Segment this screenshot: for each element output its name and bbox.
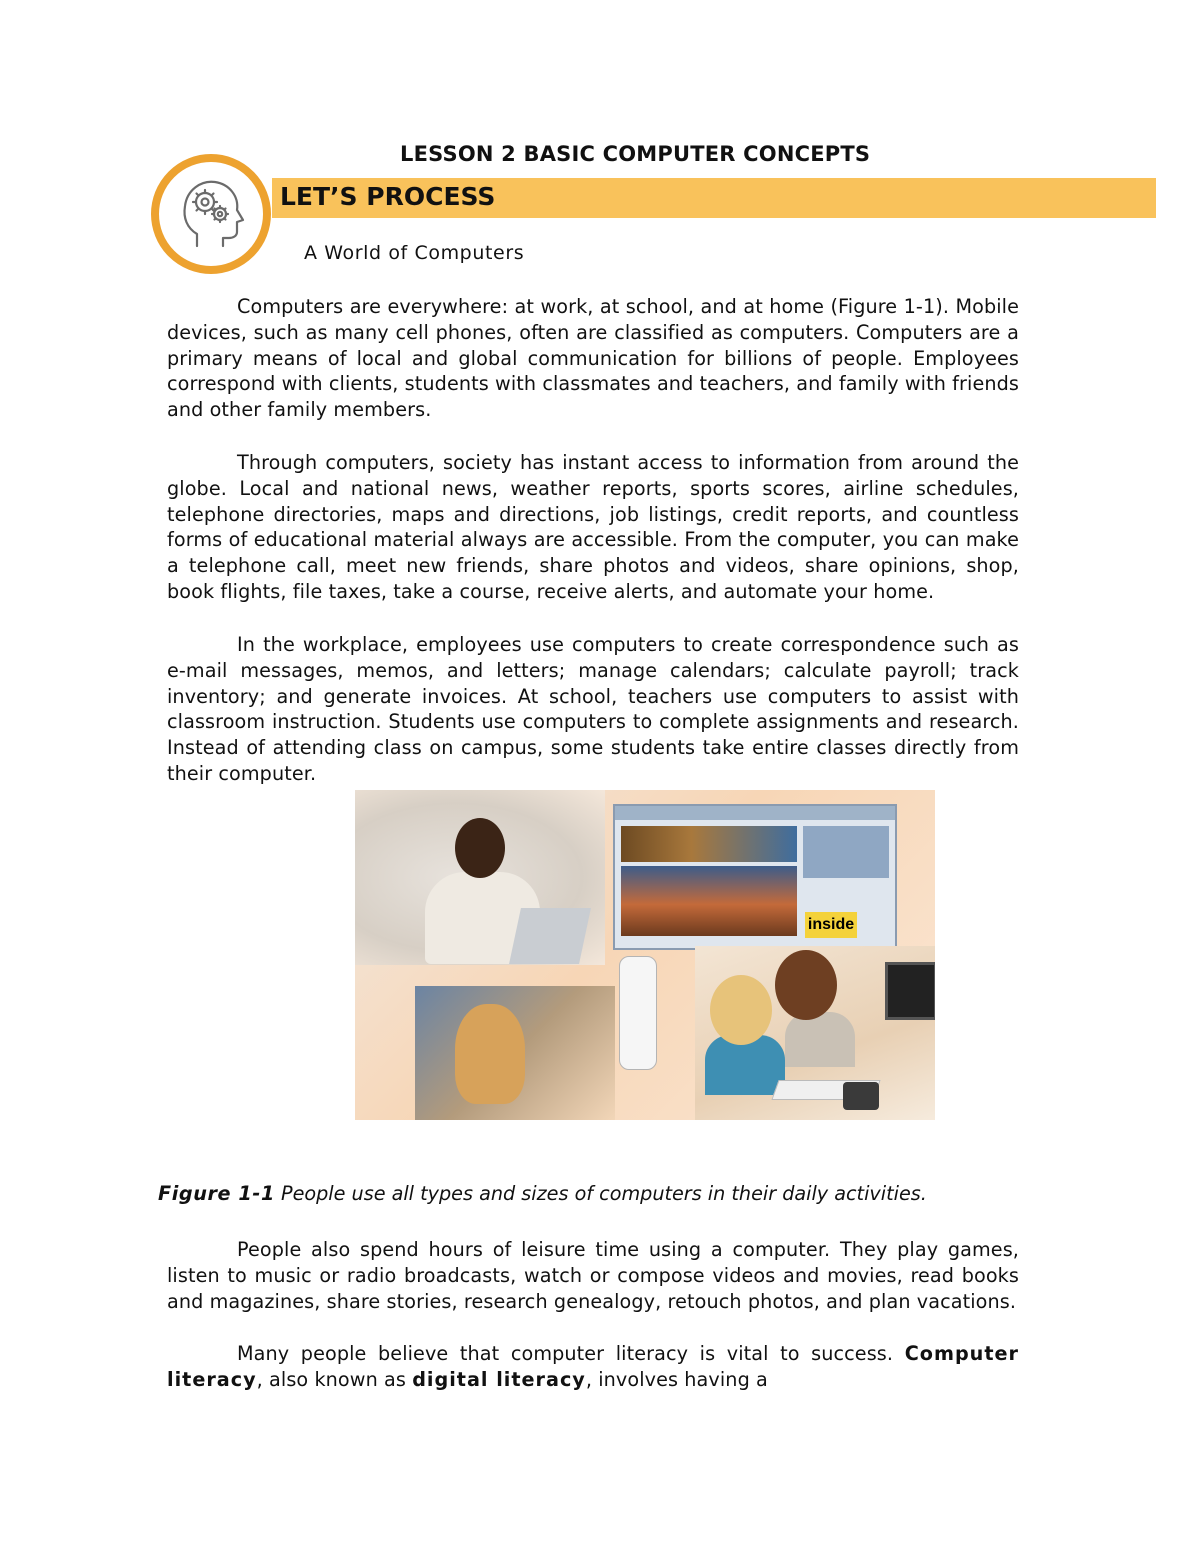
- camera-icon: [843, 1082, 879, 1110]
- figure-caption: [158, 1182, 1058, 1205]
- sidebar-ad: [803, 826, 889, 878]
- section-banner: [272, 178, 1156, 218]
- figure-caption-text: People use all types and sizes of computers in their daily activities.: [274, 1182, 927, 1205]
- paragraph-2: Through computers, society has instant access to information from around the globe. Local and national news, weather reports, sports scores, airline schedules, telephone directories, maps and directions, job listings, credit reports, and countless forms of educational material always are accessible. From the computer, you can make a telephone call, meet new friends, share photos and videos, share opinions, shop, book flights, file taxes, take a course, receive alerts, and automate your home.: [167, 451, 1019, 603]
- lesson-logo: [151, 154, 271, 274]
- browser-window-photo: [613, 804, 897, 950]
- inside-label: inside: [805, 912, 857, 938]
- browser-toolbar: [615, 806, 895, 820]
- term-digital-literacy: digital literacy: [412, 1367, 586, 1391]
- man-head: [455, 818, 505, 878]
- paragraph-3: In the workplace, employees use computers to create correspondence such as e-mail messages, memos, and letters; manage calendars; calculate payroll; track inventory; and generate invoices. At school, teachers use computers to assist with classroom instruction. Students use computers to complete assignments and research. Instead of attending class on campus, some students take entire classes directly from their computer.: [167, 633, 1019, 785]
- head-gears-icon: [177, 176, 247, 252]
- section-heading: A World of Computers: [304, 242, 525, 264]
- paragraph-5: [167, 1341, 1019, 1393]
- term-computer-literacy: Computer literacy: [167, 1342, 1019, 1391]
- paragraph-5-mid: , also known as: [256, 1367, 413, 1391]
- paragraph-1: Computers are everywhere: at work, at school, and at home (Figure 1-1). Mobile devices, such as many cell phones, often are classified as computers. Computers are a primary means of local and global communication for billions of people. Employees correspond with clients, students with classmates and teachers, and family with friends and other family members.: [167, 295, 1019, 422]
- game-remote-icon: [619, 956, 657, 1070]
- girl-hair: [455, 1004, 525, 1104]
- woman-2-shirt: [785, 1012, 855, 1067]
- paragraph-5-end: , involves having a: [585, 1367, 768, 1391]
- woman-1-head: [710, 975, 772, 1045]
- banner-label: LET’S PROCESS: [280, 182, 496, 211]
- woman-2-head: [775, 950, 837, 1020]
- page-title: LESSON 2 BASIC COMPUTER CONCEPTS: [400, 142, 871, 166]
- paragraph-5-start: Many people believe that computer literacy is vital to success.: [237, 1342, 905, 1365]
- landscape-photo: [621, 866, 797, 936]
- monitor-icon: [885, 962, 935, 1020]
- figure-image: [355, 790, 935, 1120]
- laptop-icon: [509, 908, 591, 964]
- magazine-masthead: [621, 826, 797, 862]
- paragraph-4: People also spend hours of leisure time using a computer. They play games, listen to music or radio broadcasts, watch or compose videos and movies, read books and magazines, share stories, research genealogy, retouch photos, and plan vacations.: [167, 1238, 1019, 1313]
- figure-caption-label: Figure 1-1: [158, 1182, 275, 1205]
